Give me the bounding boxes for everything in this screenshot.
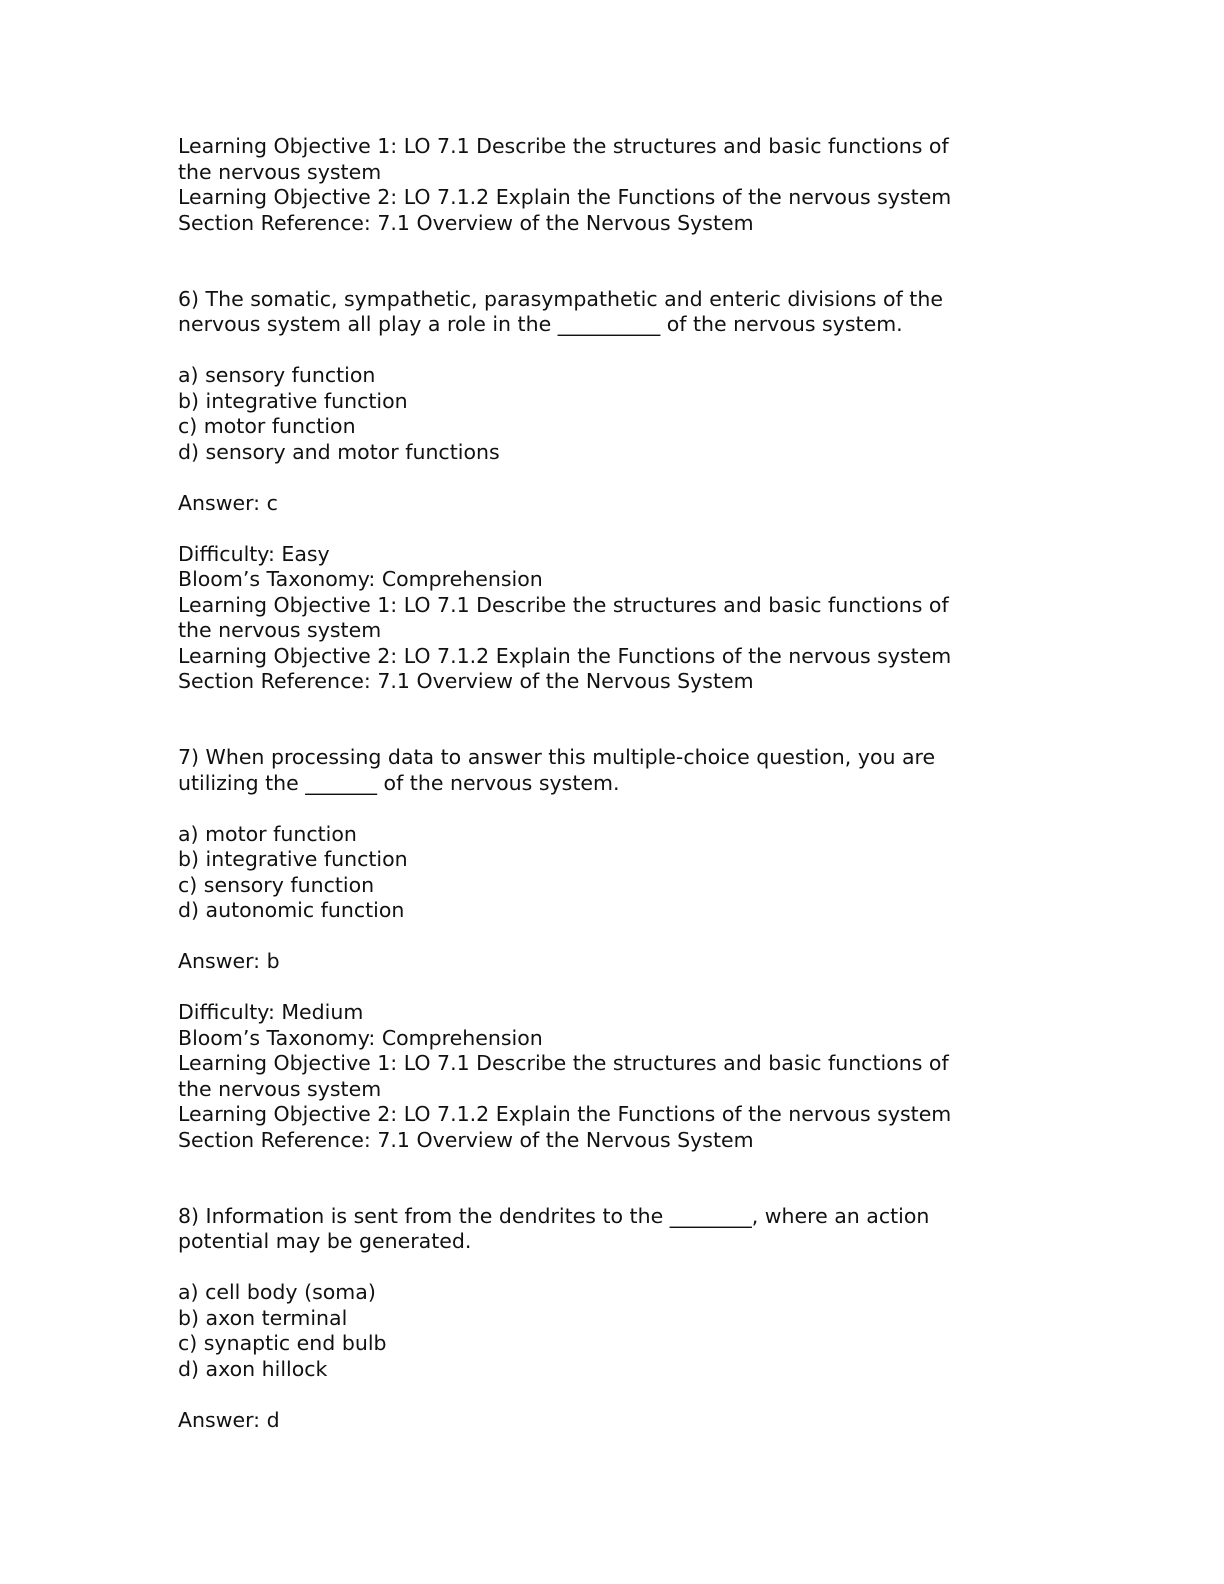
option-b: b) integrative function xyxy=(178,388,408,413)
learning-objective-1-cont: the nervous system xyxy=(178,618,382,642)
answer: Answer: c xyxy=(178,490,278,515)
learning-objective-1-cont: the nervous system xyxy=(178,159,382,184)
answer: Answer: b xyxy=(178,949,280,973)
difficulty: Difficulty: Medium xyxy=(178,1000,364,1024)
question-stem: 6) The somatic, sympathetic, parasympathetic and enteric divisions of the xyxy=(178,286,943,311)
option-a: a) cell body (soma) xyxy=(178,1280,376,1304)
option-b: b) integrative function xyxy=(178,847,408,871)
question-7 xyxy=(178,745,1038,1153)
learning-objective-1: Learning Objective 1: LO 7.1 Describe the structures and basic functions of xyxy=(178,592,949,617)
learning-objective-1: Learning Objective 1: LO 7.1 Describe the structures and basic functions of xyxy=(178,1051,949,1075)
blooms-taxonomy: Bloom’s Taxonomy: Comprehension xyxy=(178,1025,543,1050)
option-d: d) axon hillock xyxy=(178,1356,328,1381)
option-c: c) synaptic end bulb xyxy=(178,1331,387,1355)
question-stem: 8) Information is sent from the dendrites to the ________, where an action xyxy=(178,1203,930,1228)
answer: Answer: d xyxy=(178,1407,280,1432)
option-b: b) axon terminal xyxy=(178,1305,348,1330)
option-c: c) motor function xyxy=(178,414,356,438)
question-stem: 7) When processing data to answer this multiple-choice question, you are xyxy=(178,745,936,769)
learning-objective-2: Learning Objective 2: LO 7.1.2 Explain the Functions of the nervous system xyxy=(178,643,952,668)
section-reference: Section Reference: 7.1 Overview of the Nervous System xyxy=(178,669,754,693)
learning-objective-2: Learning Objective 2: LO 7.1.2 Explain the Functions of the nervous system xyxy=(178,1102,952,1126)
option-a: a) motor function xyxy=(178,821,357,846)
section-reference: Section Reference: 7.1 Overview of the Nervous System xyxy=(178,1127,754,1152)
option-d: d) autonomic function xyxy=(178,898,405,922)
learning-objective-1-cont: the nervous system xyxy=(178,1076,382,1101)
learning-objective-2: Learning Objective 2: LO 7.1.2 Explain the Functions of the nervous system xyxy=(178,185,952,209)
section-reference: Section Reference: 7.1 Overview of the Nervous System xyxy=(178,210,754,235)
question-stem-cont: nervous system all play a role in the __________ of the nervous system. xyxy=(178,312,903,336)
blooms-taxonomy: Bloom’s Taxonomy: Comprehension xyxy=(178,567,543,591)
learning-objective-1: Learning Objective 1: LO 7.1 Describe the structures and basic functions of xyxy=(178,134,949,158)
question-8 xyxy=(178,1204,1038,1434)
question-6 xyxy=(178,287,1038,695)
question-stem-cont: utilizing the _______ of the nervous system. xyxy=(178,770,620,795)
option-c: c) sensory function xyxy=(178,872,375,897)
option-d: d) sensory and motor functions xyxy=(178,439,500,464)
question-stem-cont: potential may be generated. xyxy=(178,1229,472,1253)
page-content xyxy=(178,134,1038,1433)
difficulty: Difficulty: Easy xyxy=(178,541,330,566)
option-a: a) sensory function xyxy=(178,363,376,387)
